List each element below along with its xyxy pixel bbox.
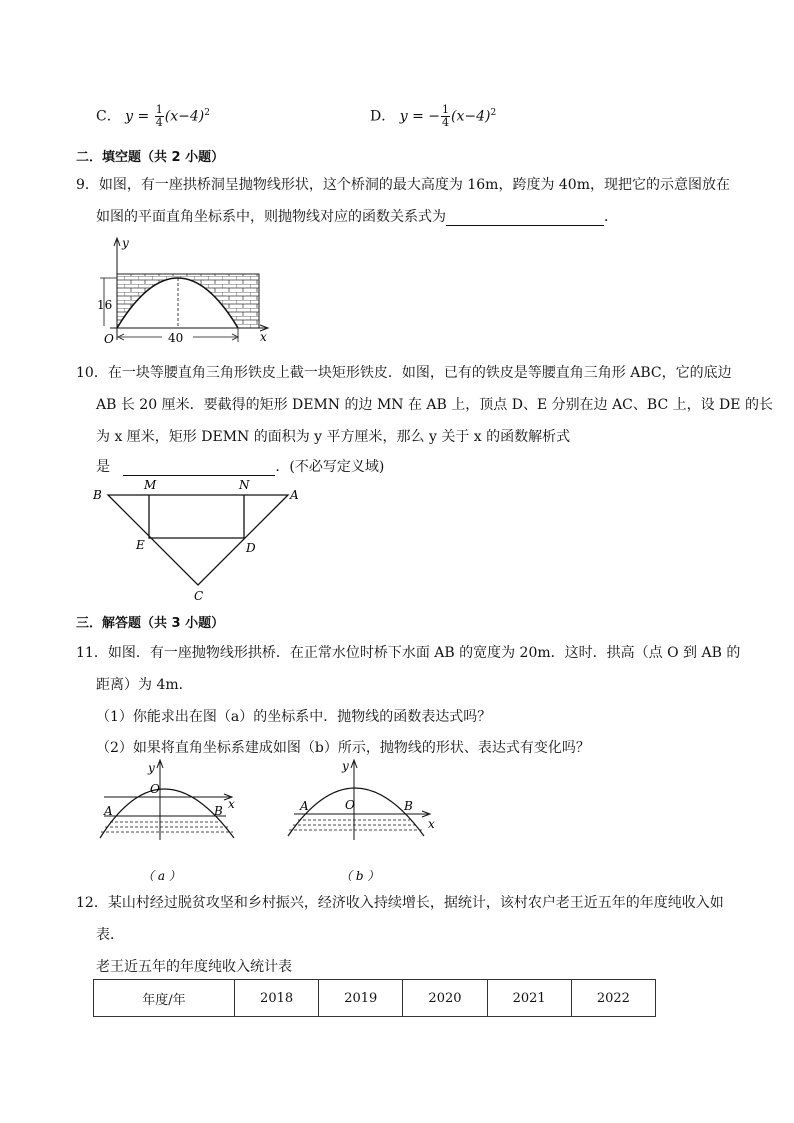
- caption-a: （ a ）: [142, 869, 181, 883]
- section-title-fill-in: 二．填空题（共 2 小题）: [76, 150, 225, 165]
- point-A: A: [290, 488, 299, 502]
- point-N: N: [239, 478, 250, 492]
- y-axis-label: y: [148, 761, 155, 775]
- table-header-cell: 2022: [571, 980, 655, 1017]
- math-expr: (x−4): [164, 108, 205, 125]
- height-label: 16: [97, 298, 113, 312]
- x-axis-label: x: [228, 797, 235, 811]
- origin-label: O: [345, 798, 355, 812]
- table-title: 老王近五年的年度纯收入统计表: [96, 959, 292, 975]
- x-axis-label: x: [428, 817, 435, 831]
- q11-sub1: （1）你能求出在图（a）的坐标系中．抛物线的函数表达式吗？: [96, 709, 492, 725]
- q11-figure-b: [278, 756, 448, 886]
- fraction: [155, 104, 164, 129]
- origin-label: O: [104, 332, 114, 346]
- point-D: D: [246, 541, 256, 555]
- section-title-answer: 三．解答题（共 3 小题）: [76, 616, 225, 631]
- q9-line1: 9．如图，有一座拱桥洞呈抛物线形状，这个桥洞的最大高度为 16m，跨度为 40m，现把它的示意图放在: [76, 177, 730, 193]
- origin-label: O: [150, 782, 160, 796]
- y-axis-label: y: [342, 759, 349, 773]
- exponent: 2: [204, 107, 210, 118]
- math-expr: (x−4): [450, 108, 491, 125]
- table-header-cell: 年度/年: [94, 980, 235, 1017]
- point-E: E: [136, 538, 145, 552]
- punct: ．: [604, 209, 618, 225]
- q10-line3: 为 x 厘米，矩形 DEMN 的面积为 y 平方厘米，那么 y 关于 x 的函数解析式: [96, 429, 571, 445]
- math-var: y: [125, 108, 134, 125]
- q9-line2: [96, 206, 618, 226]
- choice-d[interactable]: [370, 104, 496, 129]
- q12-line2: 表．: [96, 927, 124, 943]
- choice-letter: C．: [96, 108, 121, 125]
- point-A: A: [104, 804, 113, 818]
- q11-figure-a: [92, 756, 252, 886]
- income-table: [93, 979, 656, 1017]
- span-label: 40: [168, 331, 184, 345]
- q10-line1: 10．在一块等腰直角三角形铁皮上截一块矩形铁皮．如图，已有的铁皮是等腰直角三角形 ABC，它的底边: [76, 365, 732, 381]
- table-header-cell: 2020: [403, 980, 487, 1017]
- q10-text-end: ．(不必写定义域): [275, 459, 385, 475]
- math-var: y: [399, 108, 408, 125]
- y-axis-label: y: [122, 236, 129, 250]
- point-A: A: [300, 799, 309, 813]
- table-row: [94, 980, 656, 1017]
- q9-bridge-figure: [96, 236, 296, 348]
- denominator: 4: [155, 116, 163, 129]
- denominator: 4: [441, 116, 449, 129]
- fraction: [441, 104, 450, 129]
- point-B: B: [404, 799, 413, 813]
- table-header-cell: 2018: [235, 980, 319, 1017]
- answer-blank[interactable]: [446, 211, 604, 226]
- math-eq: =: [137, 108, 150, 125]
- q10-line2: AB 长 20 厘米．要截得的矩形 DEMN 的边 MN 在 AB 上，顶点 D、E 分别在边 AC、BC 上，设 DE 的长: [96, 397, 773, 413]
- point-B: B: [214, 804, 223, 818]
- point-C: C: [194, 589, 204, 603]
- q11-line2: 距离）为 4m．: [96, 677, 193, 693]
- caption-b: （ b ）: [340, 869, 380, 883]
- q9-text: 如图的平面直角坐标系中，则抛物线对应的函数关系式为: [96, 209, 446, 225]
- q10-triangle-figure: [90, 476, 310, 606]
- table-header-cell: 2019: [319, 980, 403, 1017]
- x-axis-label: x: [260, 330, 267, 344]
- math-eq: =: [412, 108, 424, 125]
- exponent: 2: [490, 107, 497, 118]
- q11-line1: 11．如图．有一座抛物线形拱桥．在正常水位时桥下水面 AB 的宽度为 20m．这时．拱高（点 O 到 AB 的: [76, 645, 741, 661]
- math-minus: −: [428, 108, 440, 125]
- answer-blank[interactable]: [123, 461, 275, 476]
- numerator: 1: [441, 103, 449, 116]
- q11-sub2: （2）如果将直角坐标系建成如图（b）所示，抛物线的形状、表达式有变化吗？: [96, 740, 590, 756]
- q10-text: 是: [96, 459, 110, 475]
- point-B: B: [93, 488, 102, 502]
- point-M: M: [144, 478, 157, 492]
- choice-letter: D．: [370, 108, 396, 125]
- choice-c[interactable]: [96, 104, 210, 129]
- numerator: 1: [155, 103, 163, 116]
- q10-line4: [96, 456, 384, 476]
- q12-line1: 12．某山村经过脱贫攻坚和乡村振兴，经济收入持续增长，据统计，该村农户老王近五年的年度纯收入如: [76, 895, 724, 911]
- table-header-cell: 2021: [487, 980, 571, 1017]
